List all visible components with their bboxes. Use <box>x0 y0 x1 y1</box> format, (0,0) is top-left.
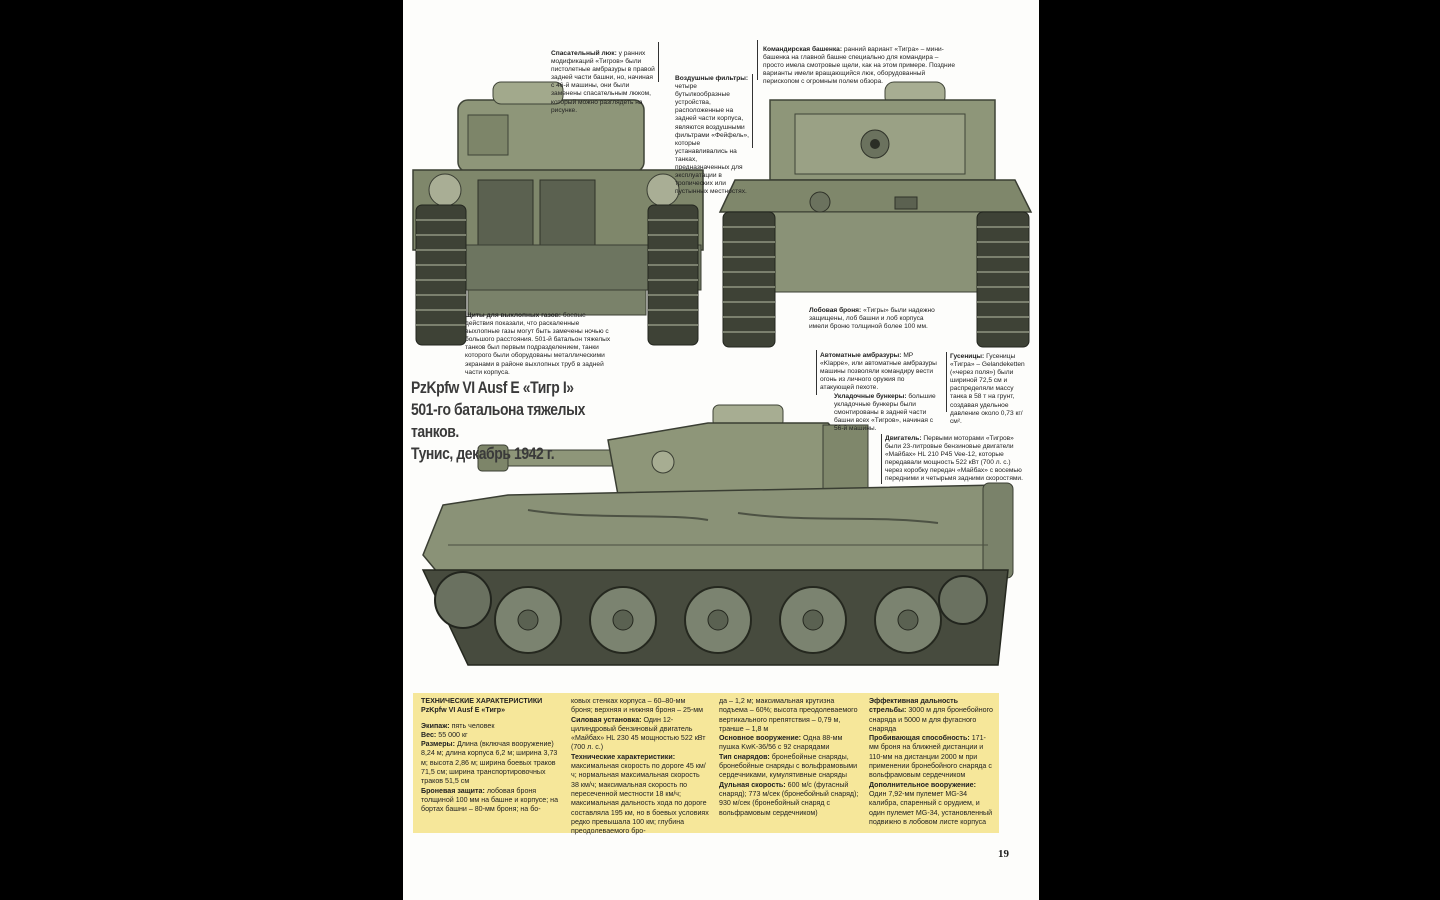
spec-entry: Дополнительное вооружение: Один 7,92-мм пулемет MG-34 калибра, спаренный с орудием, и один пулемет MG-34, установленный подвижно в лобовом листе корпуса <box>869 780 993 826</box>
magazine-page <box>403 0 1039 900</box>
spec-entry: Броневая защита: лобовая броня толщиной 100 мм на башне и корпусе; на бортах башни – 80-мм броня; на бо- <box>421 786 559 814</box>
spec-entry: ковых стенках корпуса – 60–80-мм броня; верхняя и нижняя броня – 25-мм <box>571 697 704 715</box>
note-air-filters: Воздушные фильтры: четыре бутылкообразные устройства, расположенные на задней части корпуса, являются воздушными фильтрами «Фейфель», которые устанавливались на танках, предназначенных для эксплуатации в тропических или пустынных местностях. <box>675 75 749 196</box>
leader-line <box>946 352 947 412</box>
page-number: 19 <box>998 848 1009 860</box>
spec-entry: Размеры: Длина (включая вооружение) 8,24 м; длина корпуса 6,2 м; ширина 3,73 м; высота 2,86 м; ширина боевых траков 71,5 см; ширина транспортировочных траков 51,5 см <box>421 740 558 786</box>
caption-line-3: Тунис, декабрь 1942 г. <box>411 444 555 463</box>
spec-column-3 <box>719 697 859 818</box>
spec-entry: Пробивающая способность: 171-мм броня на ближней дистанции и 110-мм на дистанции 2000 м при применении бронебойного снаряда с вольфрамовым сердечником <box>869 734 992 780</box>
note-stowage-bins: Укладочные бункеры: большие укладочные бункеры были смонтированы в задней части башни всех «Тигров», начиная с 56-й машины. <box>834 393 936 433</box>
caption-line-2: 501-го батальона тяжелых танков. <box>411 400 585 441</box>
spec-entry: да – 1,2 м; максимальная крутизна подъема – 60%; высота преодолеваемого вертикального препятствия – 0,79 м, транше – 1,8 м <box>719 697 858 733</box>
spec-entry: Технические характеристики: максимальная скорость по дороге 45 км/ч; нормальная максимальная скорость 38 км/ч; максимальная скорость по пересеченной местности 18 км/ч; максимальная дальность хода по дороге составляла 195 км, но в боевых условиях редко превышала 100 км; глубина преодолеваемого бро- <box>571 752 709 836</box>
spec-column-4 <box>869 697 995 827</box>
spec-subtitle: PzKpfw VI Ausf E «Тигр» <box>421 706 506 715</box>
note-escape-hatch: Спасательный люк: у ранних модификаций «Тигров» были пистолетные амбразуры в правой задней части башни, но, начиная с 46-й машины, они были заменены спасательным люком, который можно разглядеть на рисунке. <box>551 50 655 114</box>
spec-entry: Вес: 55 000 кг <box>421 730 468 739</box>
note-commander-cupola: Командирская башенка: ранний вариант «Тигра» – мини-башенка на главной башне специально для командира – просто имела смотровые щели, как на этом примере. Поздние варианты имели вращающийся люк, оборудованный перископом с огромным полем обзора. <box>763 46 956 86</box>
note-frontal-armor: Лобовая броня: «Тигры» были надежно защищены, лоб башни и лоб корпуса имели броню толщиной более 100 мм. <box>809 307 935 331</box>
spec-entry: Основное вооружение: Одна 88-мм пушка KwK-36/56 с 92 снарядами <box>719 734 843 752</box>
leader-line <box>752 74 753 148</box>
spec-entry: Экипаж: пять человек <box>421 721 495 730</box>
spec-column-1 <box>421 697 561 815</box>
leader-line <box>881 434 882 484</box>
caption-line-1: PzKpfw VI Ausf E «Тигр I» <box>411 378 574 397</box>
note-mp-ports: Автоматные амбразуры: MP «Klappe», или автоматные амбразуры машины позволяли командиру вести огонь из личного оружия по атакующей пехоте. <box>820 352 937 392</box>
note-engine: Двигатель: Первыми моторами «Тигров» были 23-литровые бензиновые двигатели «Майбах» HL 210 P45 Vee-12, которые передавали мощность 522 кВт (700 л. с.) через коробку передач «Майбах» с восемью передними и четырьмя задними скоростями. <box>885 435 1023 483</box>
note-tracks: Гусеницы: Гусеницы «Тигра» – Gelandeketten («через поля») были шириной 72,5 см и распределяли массу танка в 58 т на грунт, создавая удельное давление около 0,73 кг/см². <box>950 353 1025 425</box>
spec-entry: Эффективная дальность стрельбы: 3000 м для бронебойного снаряда и 5000 м для фугасного снаряда <box>869 697 993 733</box>
spec-entry: Силовая установка: Один 12-цилиндровый бензиновый двигатель «Майбах» HL 230 45 мощностью 522 кВт (700 л. с.) <box>571 715 706 752</box>
leader-line <box>757 40 758 80</box>
specifications-box <box>413 693 999 836</box>
leader-line <box>658 42 659 82</box>
note-exhaust-shields: Щиты для выхлопных газов: боевые действия показали, что раскаленные выхлопные газы могут быть замечены ночью с большого расстояния. 501-й батальон тяжелых танков был первым подразделением, танки которого были оборудованы металлическими экранами в районе выхлопных труб в задней части корпуса. <box>465 312 611 376</box>
spec-title: ТЕХНИЧЕСКИЕ ХАРАКТЕРИСТИКИ <box>421 697 543 705</box>
spec-entry: Дульная скорость: 600 м/с (фугасный снаряд); 773 м/сек (бронебойный снаряд); 930 м/сек (бронебойный снаряд с вольфрамовым сердечником) <box>719 780 859 817</box>
leader-line <box>816 350 817 395</box>
spec-column-2 <box>571 697 709 836</box>
spec-entry: Тип снарядов: бронебойные снаряды, бронебойные снаряды с вольфрамовыми сердечниками, кумулятивные снаряды <box>719 752 858 780</box>
illustration-caption <box>411 377 624 465</box>
